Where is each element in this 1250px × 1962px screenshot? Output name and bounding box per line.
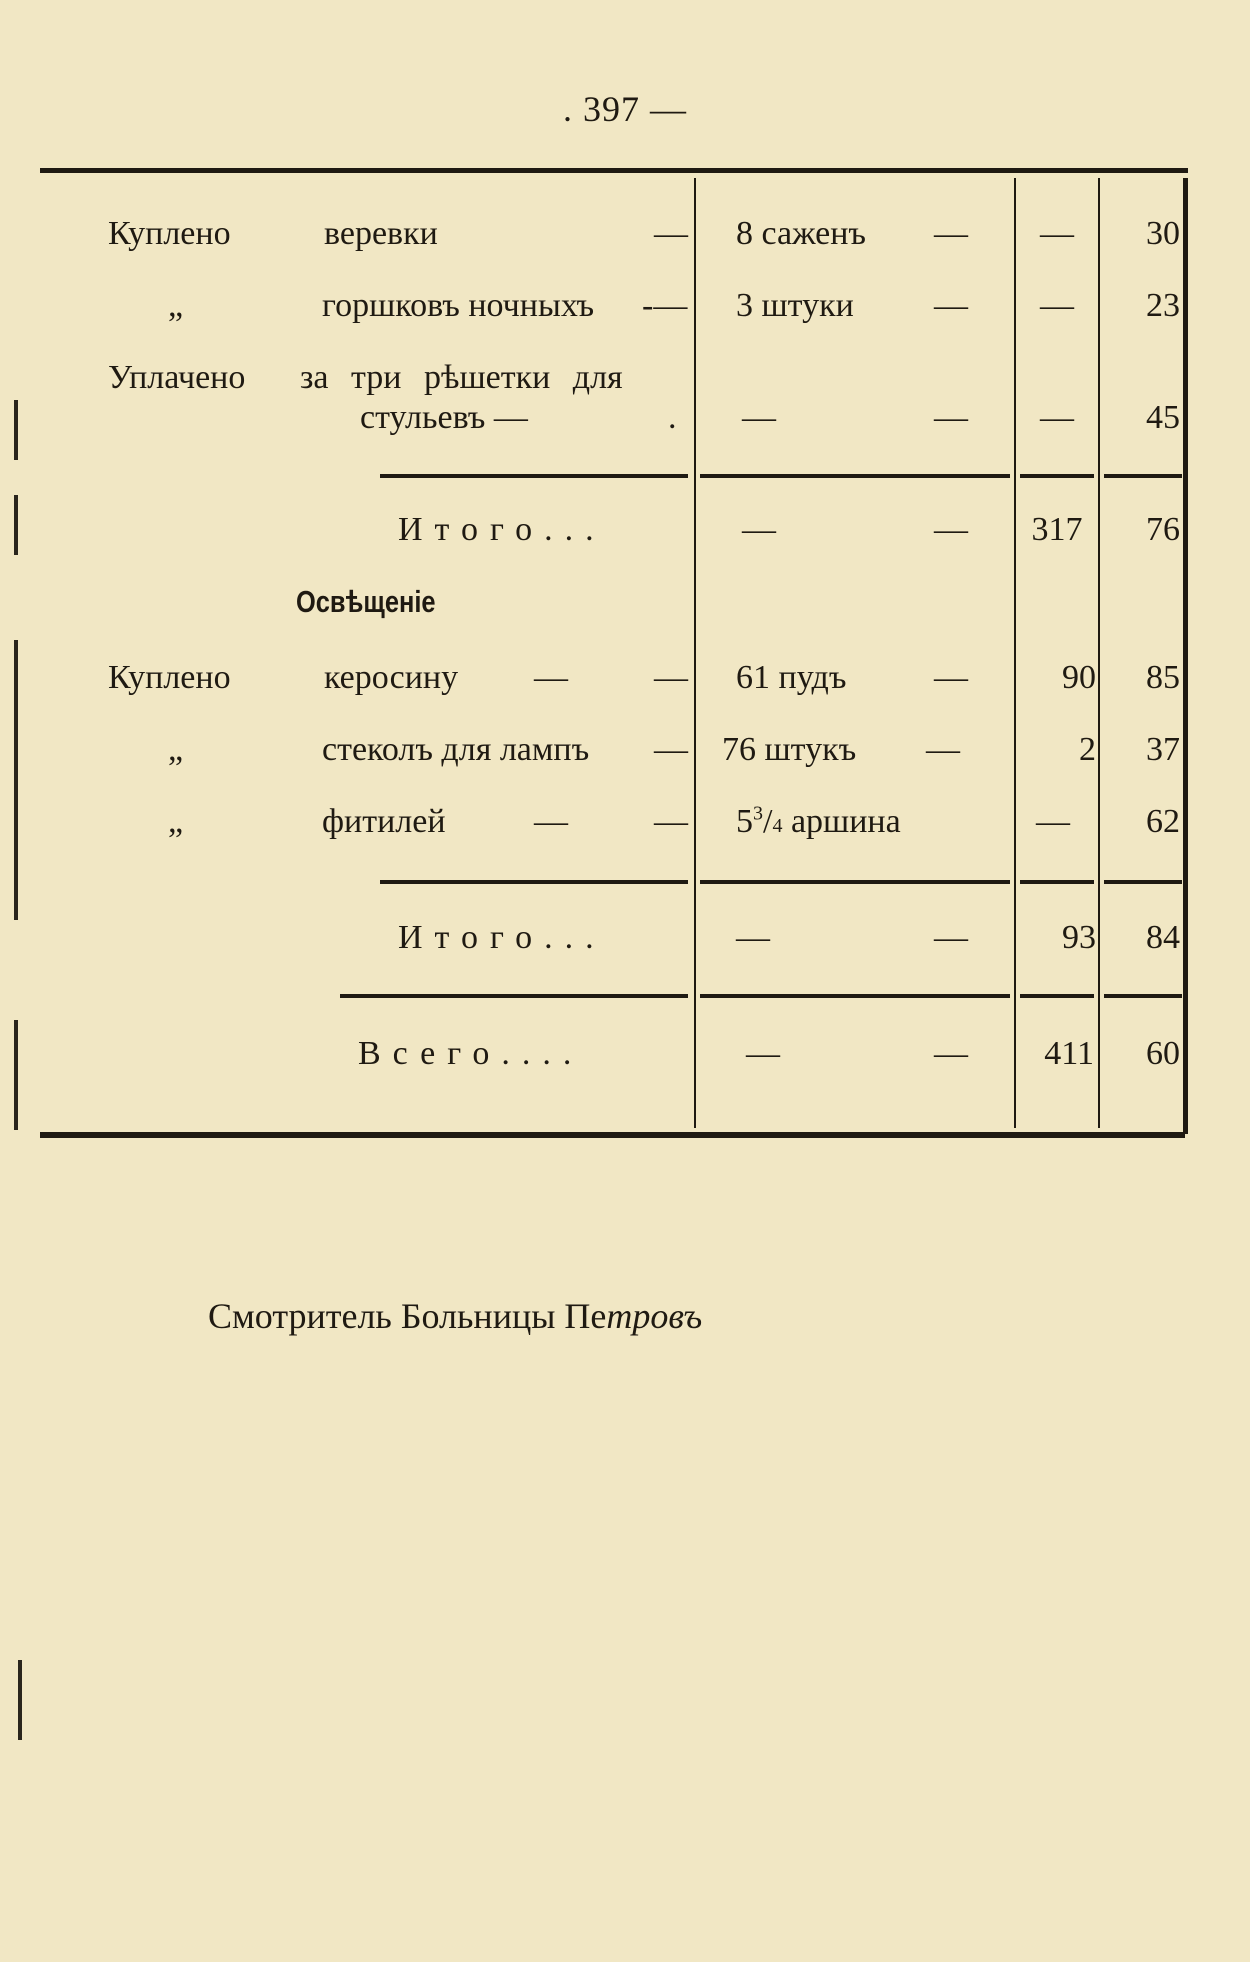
row-dash: —	[654, 215, 688, 252]
subtotal-kopecks: 76	[1146, 511, 1180, 548]
row-kopecks: 62	[1146, 803, 1180, 840]
subtotal-rule	[1020, 474, 1094, 478]
row-item: стеколъ для лампъ	[322, 731, 590, 768]
section-heading: Освѣщеніе	[296, 584, 436, 619]
row-rubles: 2	[1079, 731, 1096, 768]
subtotal-quantity: —	[742, 511, 776, 548]
total-quantity-dash: —	[934, 1035, 968, 1072]
row-prefix: Уплачено	[108, 359, 246, 396]
row-prefix: „	[168, 287, 184, 324]
row-rubles: —	[1040, 215, 1074, 252]
subtotal-quantity-dash: —	[934, 919, 968, 956]
row-quantity-dash: —	[926, 731, 960, 768]
quantity-whole: 5	[736, 803, 753, 840]
row-kopecks: 85	[1146, 659, 1180, 696]
column-divider-rubles	[1098, 178, 1100, 1128]
quantity-denominator: 4	[772, 815, 783, 837]
row-quantity-dash: —	[934, 399, 968, 436]
row-quantity: 61 пудъ	[736, 659, 847, 696]
row-quantity-dash: —	[934, 659, 968, 696]
binding-mark	[14, 1020, 18, 1130]
subtotal-rule	[1104, 474, 1182, 478]
row-dash: —	[534, 803, 568, 840]
row-rubles: —	[1040, 287, 1074, 324]
subtotal-label: Итого...	[398, 919, 606, 956]
table-top-rule	[40, 168, 1188, 173]
row-dash: -—	[642, 287, 688, 324]
subtotal-rule	[700, 474, 1010, 478]
subtotal-quantity-dash: —	[934, 511, 968, 548]
column-divider-quantity	[1014, 178, 1016, 1128]
row-item: веревки	[324, 215, 438, 252]
row-prefix: Куплено	[108, 215, 231, 252]
row-rubles: 90	[1062, 659, 1096, 696]
row-prefix: Куплено	[108, 659, 231, 696]
row-dash: .	[668, 399, 677, 436]
total-label: Всего....	[358, 1035, 584, 1072]
row-item: за три рѣшетки для	[300, 359, 623, 396]
row-kopecks: 37	[1146, 731, 1180, 768]
row-kopecks: 30	[1146, 215, 1180, 252]
row-item: керосину	[324, 659, 459, 696]
row-item: горшковъ ночныхъ	[322, 287, 595, 324]
total-rule	[700, 994, 1010, 998]
total-rule	[1020, 994, 1094, 998]
binding-mark	[14, 400, 18, 460]
subtotal-rule	[380, 474, 688, 478]
total-rule	[340, 994, 688, 998]
row-kopecks: 45	[1146, 399, 1180, 436]
page-number: . 397 —	[563, 89, 687, 129]
subtotal-rule	[1020, 880, 1094, 884]
row-quantity-fraction	[736, 802, 901, 846]
table-right-border	[1183, 178, 1188, 1134]
quantity-unit: аршина	[790, 803, 901, 840]
subtotal-rubles: 317	[1031, 511, 1083, 548]
total-rule	[1104, 994, 1182, 998]
row-quantity: 8 саженъ	[736, 215, 867, 252]
row-quantity: 3 штуки	[736, 287, 854, 324]
row-rubles: —	[1036, 803, 1070, 840]
subtotal-rubles: 93	[1062, 919, 1096, 956]
subtotal-rule	[700, 880, 1010, 884]
signature-handwritten: тровъ	[606, 1296, 703, 1336]
row-rubles: —	[1040, 399, 1074, 436]
expense-table	[40, 168, 1190, 1140]
row-dash: —	[654, 659, 688, 696]
binding-mark	[18, 1660, 22, 1740]
signature-line	[208, 1295, 702, 1337]
binding-mark	[14, 495, 18, 555]
row-dash: —	[654, 731, 688, 768]
table-bottom-rule	[40, 1132, 1185, 1138]
row-prefix: „	[168, 803, 184, 840]
row-quantity: —	[742, 399, 776, 436]
row-kopecks: 23	[1146, 287, 1180, 324]
row-item-continuation: стульевъ —	[360, 399, 528, 436]
signature-printed: Смотритель Больницы Пе	[208, 1296, 607, 1336]
fraction-slash: /	[763, 803, 773, 840]
binding-mark	[14, 640, 18, 920]
subtotal-rule	[380, 880, 688, 884]
total-quantity: —	[746, 1035, 780, 1072]
subtotal-rule	[1104, 880, 1182, 884]
subtotal-label: Итого...	[398, 511, 606, 548]
row-quantity: 76 штукъ	[722, 731, 857, 768]
row-prefix: „	[168, 731, 184, 768]
subtotal-kopecks: 84	[1146, 919, 1180, 956]
subtotal-quantity: —	[736, 919, 770, 956]
column-divider-description	[694, 178, 696, 1128]
total-rubles: 411	[1044, 1035, 1094, 1072]
total-kopecks: 60	[1146, 1035, 1180, 1072]
row-dash: —	[534, 659, 568, 696]
row-dash: —	[654, 803, 688, 840]
quantity-numerator: 3	[753, 802, 763, 825]
row-quantity-dash: —	[934, 215, 968, 252]
row-item: фитилей	[322, 803, 446, 840]
row-quantity-dash: —	[934, 287, 968, 324]
